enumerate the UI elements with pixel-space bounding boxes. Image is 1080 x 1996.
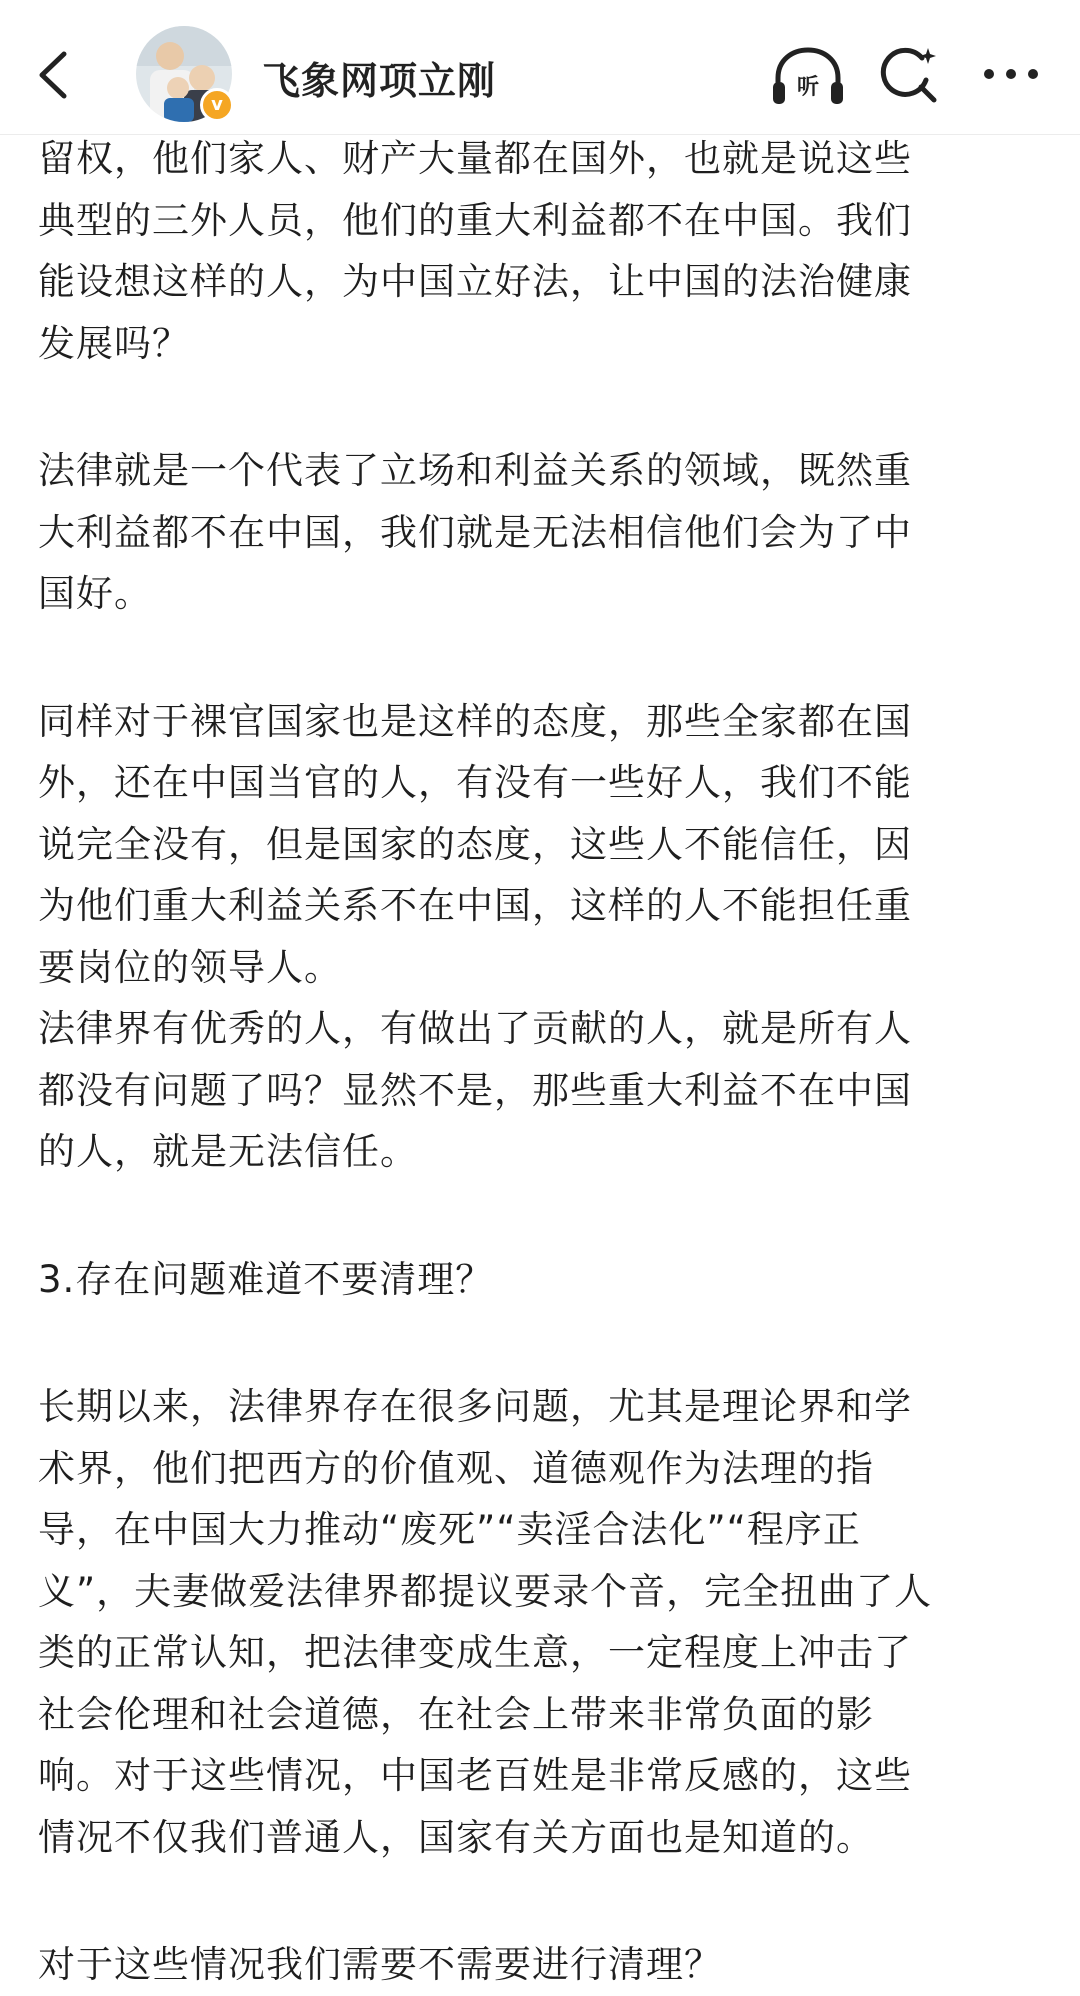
paragraph — [38, 998, 1048, 1183]
text-line: 义”，夫妻做爱法律界都提议要录个音，完全扭曲了人 — [38, 1569, 933, 1613]
top-navigation-bar — [0, 0, 1080, 135]
more-dots-icon — [976, 46, 1046, 102]
text-line: 术界，他们把西方的价值观、道德观作为法理的指 — [38, 1446, 874, 1490]
text-line: 的人，就是无法信任。 — [38, 1130, 418, 1173]
article-body — [38, 128, 1048, 1996]
text-line: 为他们重大利益关系不在中国，这样的人不能担任重 — [38, 884, 912, 927]
search-sparkle-icon — [874, 40, 944, 110]
text-line: 长期以来，法律界存在很多问题，尤其是理论界和学 — [38, 1385, 912, 1428]
back-button[interactable] — [22, 40, 82, 110]
paragraph — [38, 440, 1048, 625]
text-line: 能设想这样的人，为中国立好法，让中国的法治健康 — [38, 260, 912, 303]
text-line: 外，还在中国当官的人，有没有一些好人，我们不能 — [38, 761, 912, 804]
text-line: 国好。 — [38, 572, 152, 615]
listen-button[interactable] — [768, 42, 848, 112]
chevron-left-icon — [22, 40, 82, 110]
section-heading — [38, 1249, 1048, 1311]
text-line: 法律界有优秀的人，有做出了贡献的人，就是所有人 — [38, 1007, 912, 1050]
text-line: 要岗位的领导人。 — [38, 945, 342, 989]
text-line: 发展吗？ — [38, 321, 190, 365]
username[interactable]: 飞象网项立刚 — [262, 59, 497, 103]
paragraph — [38, 128, 1048, 374]
listen-label: 听 — [796, 75, 820, 100]
verified-badge-icon: v — [200, 88, 234, 122]
text-line: 响。对于这些情况，中国老百姓是非常反感的，这些 — [38, 1754, 912, 1797]
text-line: 同样对于裸官国家也是这样的态度，那些全家都在国 — [38, 699, 912, 743]
paragraph — [38, 1934, 1048, 1996]
text-line: 说完全没有，但是国家的态度，这些人不能信任，因 — [38, 822, 912, 866]
text-line: 类的正常认知，把法律变成生意，一定程度上冲击了 — [38, 1631, 912, 1674]
paragraph — [38, 1376, 1048, 1868]
paragraph — [38, 691, 1048, 999]
text-line: 留权，他们家人、财产大量都在国外，也就是说这些 — [38, 137, 912, 180]
text-line: 对于这些情况我们需要不需要进行清理？ — [38, 1943, 722, 1986]
text-line: 导，在中国大力推动“废死”“卖淫合法化”“程序正 — [38, 1508, 861, 1551]
text-line: 社会伦理和社会道德，在社会上带来非常负面的影 — [38, 1692, 874, 1736]
more-options-button[interactable] — [976, 46, 1046, 102]
search-button[interactable] — [874, 40, 944, 110]
text-line: 法律就是一个代表了立场和利益关系的领域，既然重 — [38, 449, 912, 492]
text-line: 都没有问题了吗？显然不是，那些重大利益不在中国 — [38, 1068, 912, 1112]
text-line: 典型的三外人员，他们的重大利益都不在中国。我们 — [38, 198, 912, 242]
text-line: 情况不仅我们普通人，国家有关方面也是知道的。 — [38, 1815, 874, 1859]
text-line: 大利益都不在中国，我们就是无法相信他们会为了中 — [38, 510, 912, 554]
text-line: 3.存在问题难道不要清理？ — [38, 1257, 494, 1301]
headphones-listen-icon — [768, 42, 848, 112]
